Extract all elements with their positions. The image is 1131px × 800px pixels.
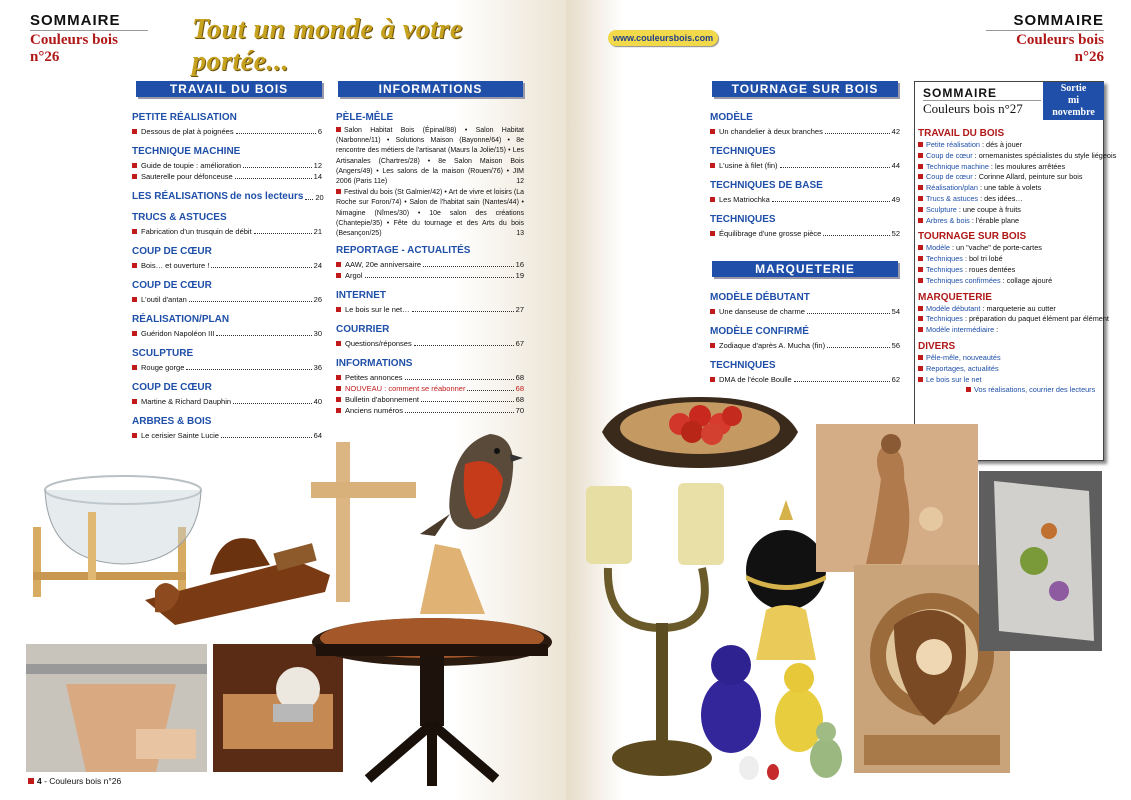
toc-group [132,348,322,373]
next-issue-entry: Technique machine : les moulures arrêtées [918,162,1102,173]
next-issue-entry: Réalisation/plan : une table à volets [918,183,1102,194]
next-issue-entry: Vos réalisations, courrier des lecteurs [918,385,1102,396]
group-heading: COURRIER [336,324,390,336]
group-heading: COUP DE CŒUR [132,280,212,291]
bullet-square [710,163,715,168]
toc-entry[interactable]: L'outil d'antan 26 [132,294,322,305]
next-issue-entry: Coup de cœur : Corinne Allard, peinture sur bois [918,172,1102,183]
toc-entry[interactable]: LES RÉALISATIONS de nos lecteurs 20 [132,191,324,202]
bullet-square [336,273,341,278]
toc-group [336,358,524,416]
toc-group [710,360,900,385]
bullet-square [132,129,137,134]
toc-entry[interactable]: NOUVEAU : comment se réabonner 68 [336,383,524,394]
toc-group [132,314,322,339]
bullet-square [132,399,137,404]
apple-bowl-photo [600,392,800,470]
toc-column-informations [336,112,524,425]
toc-entry[interactable]: Guide de toupie : amélioration 12 [132,160,322,171]
toc-group [336,324,524,349]
toc-column-tournage [710,112,900,248]
toc-group [132,112,322,137]
toc-group [132,280,322,305]
bullet-square [710,377,715,382]
toc-entry[interactable]: Argol 19 [336,270,524,281]
group-heading: MODÈLE DÉBUTANT [710,292,810,303]
group-heading: COUP DE CŒUR [132,246,212,257]
bullet-square [710,231,715,236]
dancer-marquetry-photo [816,424,978,572]
pelemele-paragraph: Salon Habitat Bois (Épinal/88) • Salon Habitat (Narbonne/11) • Solutions Maison (Bayonne/64) • 8e rencontre des métiers de l'artisanat (Maurs la Jolie/15) • Les Artisanales (Chartres/28) • 8e Salon Maison Bois (Angers/49) • Les salons de la maison (Rouen/76) • JIM 2006 (Paris 11e) 12 [336,127,524,186]
toc-group [336,245,524,281]
toc-entry[interactable]: Le bois sur le net… 27 [336,304,524,315]
robin-sculpture-photo [415,424,525,614]
toc-group [710,326,900,351]
next-issue-entry: Techniques : bol tri lobé [918,254,1102,265]
issue-title: Couleurs bois n°26 [1016,32,1104,65]
toc-column-travail [132,112,322,450]
toc-group [132,146,322,182]
group-heading: COUP DE CŒUR [132,382,212,393]
toc-group [710,146,900,171]
next-issue-entry: Modèle intermédiaire : [918,325,1102,336]
group-heading: TRUCS & ASTUCES [132,212,227,223]
toc-entry[interactable]: Un chandelier à deux branches 42 [710,126,900,137]
toc-entry[interactable]: Fabrication d'un trusquin de débit 21 [132,226,322,237]
website-link[interactable]: www.couleursbois.com [608,30,718,46]
next-issue-entry: Trucs & astuces : des idées… [918,194,1102,205]
next-issue-box [914,81,1117,461]
group-heading: PÈLE-MÊLE [336,112,394,123]
next-issue-section-heading: MARQUETERIE [918,291,992,303]
next-issue-entry: Modèle : un "vache" de porte-cartes [918,243,1102,254]
bullet-square [336,408,341,413]
next-issue-entry: Pêle-mêle, nouveautés [918,353,1102,364]
right-page [566,0,1131,800]
bullet-square [336,307,341,312]
bullet-square [710,309,715,314]
group-heading: TECHNIQUES [710,214,776,225]
group-heading: MODÈLE CONFIRMÉ [710,326,809,337]
group-heading: TECHNIQUES [710,146,776,157]
group-heading: ARBRES & BOIS [132,416,212,427]
next-issue-section-heading: TOURNAGE SUR BOIS [918,231,1027,243]
marquetry-panel-photo [979,471,1102,651]
bullet-square [132,229,137,234]
bullet-square [336,341,341,346]
bullet-square [336,397,341,402]
next-issue-entry: Techniques confirmées : collage ajouré [918,276,1102,287]
toc-group [710,292,900,317]
section-marqueterie: MARQUETERIE [712,261,898,277]
toc-group [132,246,322,271]
next-issue-section-heading: DIVERS [918,340,956,352]
bullet-square [710,343,715,348]
toc-group [132,191,322,203]
toc-group [710,214,900,239]
bullet-square [710,197,715,202]
toc-entry[interactable]: Guéridon Napoléon III 30 [132,328,322,339]
toc-entry[interactable]: Bulletin d'abonnement 68 [336,394,524,405]
router-jig-photo [26,644,207,772]
section-tournage: TOURNAGE SUR BOIS [712,81,898,97]
sommaire-title: SOMMAIRE [30,12,121,29]
toc-group [710,112,900,137]
toc-group [132,382,322,407]
toc-entry[interactable]: Questions/réponses 67 [336,338,524,349]
next-issue-entry: Modèle débutant : marqueterie au cutter [918,304,1102,315]
toc-entry[interactable]: Les Matriochka 49 [710,194,900,205]
pelemele-paragraph: Festival du bois (St Galmier/42) • Art de vivre et loisirs (La Roche sur Foron/74) • Salon de l'habitat sain (Nantes/44) • Nimagine (Nîmes/30) • 10e salon des créations (Chantepie/35) • Fête du tournage et des Arts du bois (Besançon/25) 13 [336,189,524,238]
bullet-square [132,433,137,438]
group-heading: TECHNIQUE MACHINE [132,146,241,157]
toc-entry[interactable]: Dessous de plat à poignées 6 [132,126,322,137]
next-issue-section-heading: TRAVAIL DU BOIS [918,128,1005,139]
next-issue-entry: Techniques : roues dentées [918,265,1102,276]
bullet-square [132,365,137,370]
bullet-square [336,375,341,380]
toc-entry[interactable]: Une danseuse de charme 54 [710,306,900,317]
release-date-badge: Sortie mi novembre [1043,82,1104,120]
toc-entry[interactable]: AAW, 20e anniversaire 16 [336,259,524,270]
group-heading: SCULPTURE [132,348,194,359]
group-heading: RÉALISATION/PLAN [132,314,230,325]
toc-entry[interactable]: Équilibrage d'une grosse pièce 52 [710,228,900,239]
page-footer: 4 - Couleurs bois n°26 [28,776,121,786]
toc-entry[interactable]: DMA de l'école Boulle 62 [710,374,900,385]
bullet-square [710,129,715,134]
next-issue-entry: Arbres & bois : l'érable plane [918,216,1102,227]
group-heading: INFORMATIONS [336,358,413,370]
section-travail-du-bois: TRAVAIL DU BOIS [136,81,322,97]
group-heading: REPORTAGE - ACTUALITÉS [336,245,471,257]
toc-group [710,180,900,205]
toc-entry[interactable]: Sauterelle pour défonceuse 14 [132,171,322,182]
bullet-square [132,331,137,336]
toc-entry[interactable]: Martine & Richard Dauphin 40 [132,396,322,407]
next-issue-entry: Reportages, actualités [918,364,1102,375]
group-heading: INTERNET [336,290,386,302]
toc-entry[interactable]: Zodiaque d'après A. Mucha (fin) 56 [710,340,900,351]
section-informations: INFORMATIONS [338,81,523,97]
next-issue-title: Couleurs bois n°27 [923,101,1023,116]
group-heading: TECHNIQUES DE BASE [710,180,823,191]
bullet-square [132,163,137,168]
sommaire-title: SOMMAIRE [1013,12,1104,29]
next-issue-entry: Petite réalisation : dés à jouer [918,140,1102,151]
tagline: Tout un monde à votre portée... [192,14,463,77]
wooden-gauge-photo [306,432,416,607]
group-heading: MODÈLE [710,112,753,123]
next-issue-sommaire: SOMMAIRE [923,86,997,100]
toc-entry[interactable]: Le cerisier Sainte Lucie 64 [132,430,322,441]
toc-group [336,290,524,315]
group-heading: TECHNIQUES [710,360,776,371]
napoleon-table-photo [308,614,556,786]
toc-entry[interactable]: Bois… et ouverture ! 24 [132,260,322,271]
carved-plane-photo [135,520,335,625]
toc-entry[interactable]: Petites annonces 68 [336,372,524,383]
issue-title: Couleurs bois n°26 [30,32,118,65]
matryoshka-photo [701,630,851,780]
bullet-square [132,297,137,302]
toc-group [132,416,322,441]
next-issue-entry: Sculpture : une coupe à fruits [918,205,1102,216]
next-issue-entry: Le bois sur le net [918,375,1102,386]
toc-entry[interactable]: L'usine à filet (fin) 44 [710,160,900,171]
bullet-square [132,174,137,179]
toc-group [132,212,322,237]
bullet-square [336,262,341,267]
bullet-square [132,263,137,268]
toc-column-marqueterie [710,292,900,394]
toc-entry[interactable]: Anciens numéros 70 [336,405,524,416]
group-heading: PETITE RÉALISATION [132,112,237,123]
brand-block-left [30,12,148,66]
bullet-square [336,386,341,391]
toc-entry[interactable]: Rouge gorge 36 [132,362,322,373]
brand-block-right [986,12,1104,66]
next-issue-entry: Techniques : préparation du paquet élément par élément [918,314,1102,325]
next-issue-entry: Coup de cœur : ornemanistes spécialistes du style liégeois [918,151,1102,162]
